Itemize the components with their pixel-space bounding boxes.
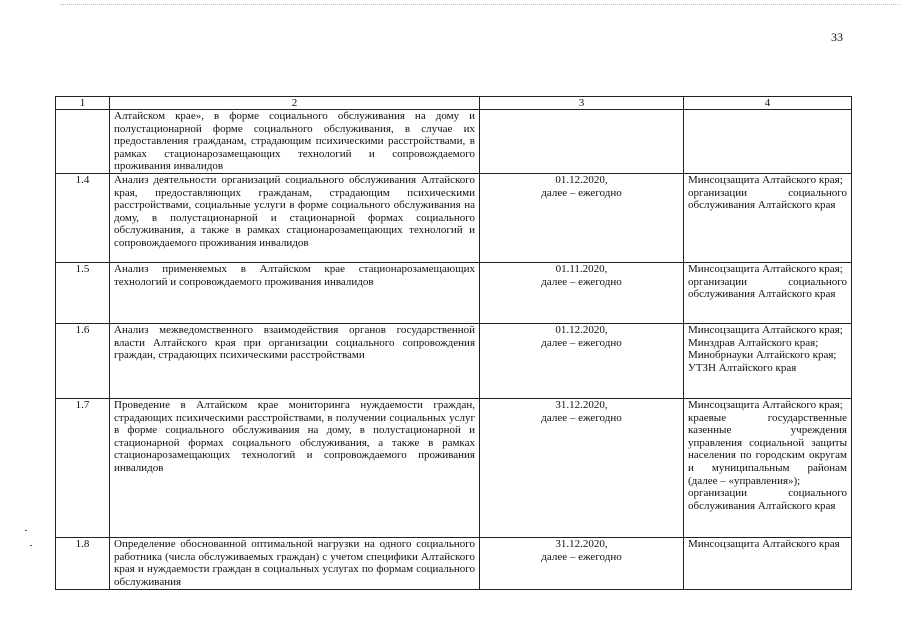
table-row [56,110,852,174]
table-header-row [56,97,852,110]
scan-edge-line [60,4,900,6]
responsible-text: Минсоцзащита Алтайского края; краевые государственные казенные учреждения управления социальной защиты населения по городским округам и муниципальным районам (далее – «управления»); организации социального обслуживания Алтайского края [684,398,852,537]
measure-text: Анализ применяемых в Алтайском крае стационарозамещающих технологий и сопровождаемого проживания инвалидов [110,262,480,323]
table-row [56,173,852,262]
plan-table [55,96,852,590]
column-header-deadline: 3 [480,97,684,110]
deadline-text: 31.12.2020, далее – ежегодно [480,398,684,537]
table-row [56,537,852,589]
measure-text: Анализ деятельности организаций социального обслуживания Алтайского края, предоставляющих гражданам, страдающим психическими расстройствами, социальные услуги в форме социального обслуживания на дому, в полустационарной и стационарной формах социального обслуживания, а также в рамках стационарозамещающих технологий и сопровождаемого проживания инвалидов [110,173,480,262]
column-header-number: 1 [56,97,110,110]
measure-text: Проведение в Алтайском крае мониторинга нуждаемости граждан, страдающих психическими расстройствами, в получении социальных услуг в форме социального обслуживания на дому, в полустационарной и стационарной формах социального обслуживания, а также в рамках стационарозамещающих технологий и сопровождаемого проживания инвалидов [110,398,480,537]
margin-mark [25,530,27,531]
page-number: 33 [831,30,843,44]
row-number: 1.8 [56,537,110,589]
deadline-text: 01.11.2020, далее – ежегодно [480,262,684,323]
responsible-text: Минсоцзащита Алтайского края; организации социального обслуживания Алтайского края [684,173,852,262]
row-number: 1.7 [56,398,110,537]
responsible-text: Минсоцзащита Алтайского края; Минздрав Алтайского края; Минобрнауки Алтайского края; УТЗН Алтайского края [684,323,852,398]
row-number [56,110,110,174]
row-number: 1.5 [56,262,110,323]
measure-text: Алтайском крае», в форме социального обслуживания на дому и полустационарной форме социального обслуживания, в случае их предоставления гражданам, страдающим психическими расстройствами, в рамках стационарозамещающих технологий и сопровождаемого проживания инвалидов [110,110,480,174]
measure-text: Анализ межведомственного взаимодействия органов государственной власти Алтайского края при организации социального сопровождения граждан, страдающих психическими расстройствами [110,323,480,398]
margin-mark [30,545,32,546]
responsible-text: Минсоцзащита Алтайского края [684,537,852,589]
deadline-text [480,110,684,174]
measure-text: Определение обоснованной оптимальной нагрузки на одного социального работника (числа обслуживаемых граждан) с учетом специфики Алтайского края и нуждаемости граждан в социальных услугах по формам социального обслуживания [110,537,480,589]
deadline-text: 01.12.2020, далее – ежегодно [480,173,684,262]
responsible-text [684,110,852,174]
row-number: 1.4 [56,173,110,262]
table-row [56,262,852,323]
responsible-text: Минсоцзащита Алтайского края; организации социального обслуживания Алтайского края [684,262,852,323]
row-number: 1.6 [56,323,110,398]
table-row [56,398,852,537]
deadline-text: 01.12.2020, далее – ежегодно [480,323,684,398]
deadline-text: 31.12.2020, далее – ежегодно [480,537,684,589]
table-row [56,323,852,398]
column-header-measure: 2 [110,97,480,110]
column-header-responsible: 4 [684,97,852,110]
